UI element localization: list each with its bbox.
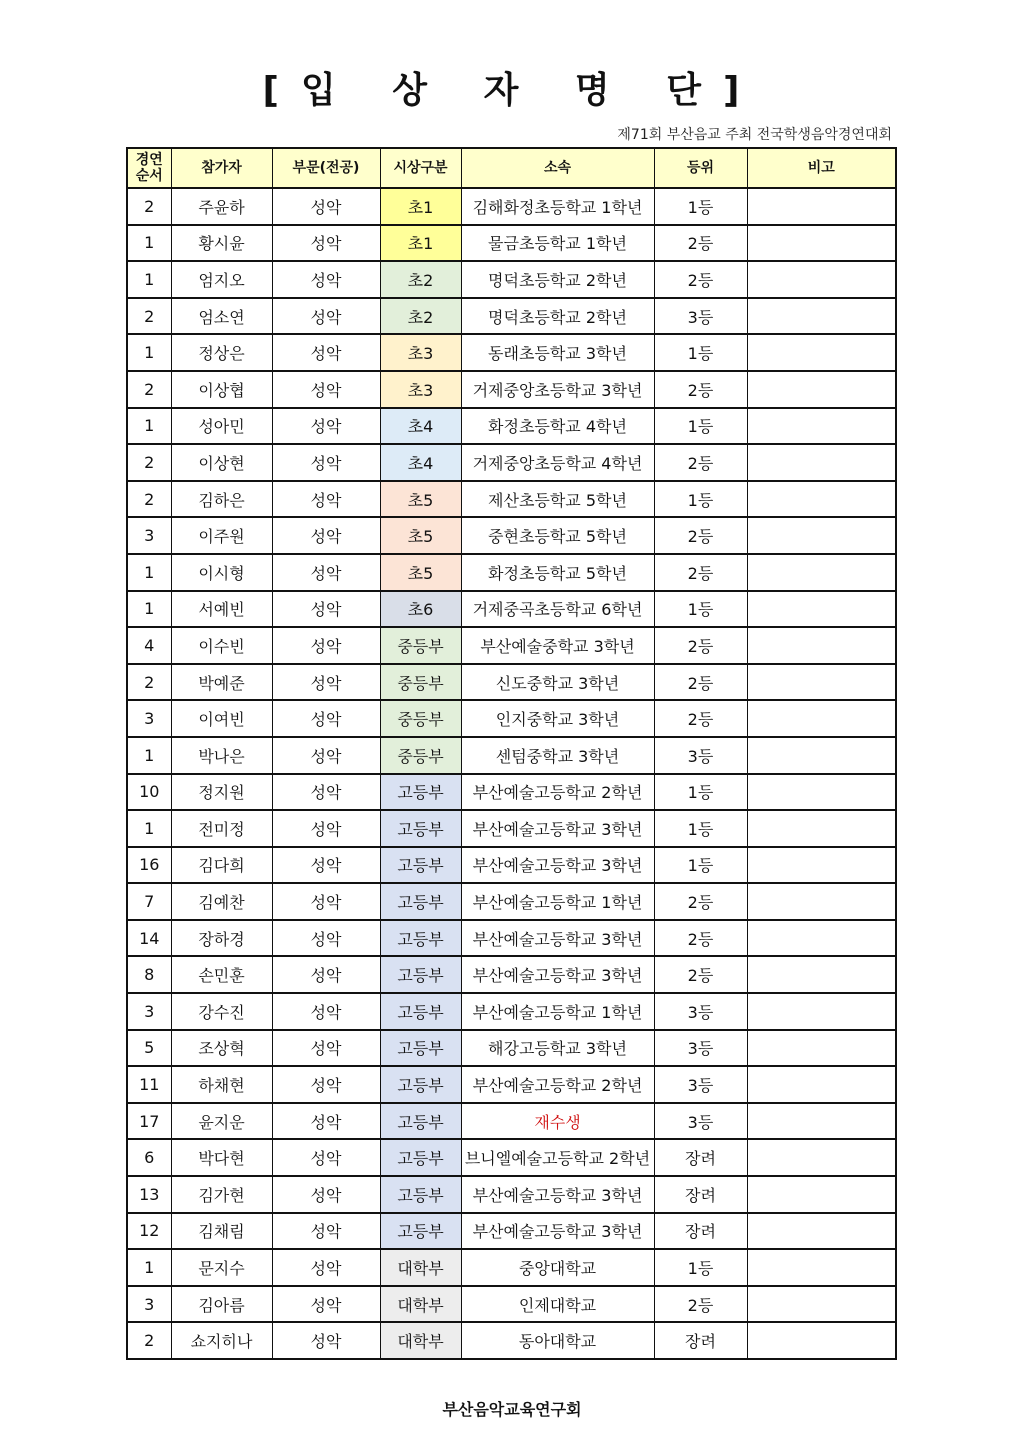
cell-note [747, 188, 896, 225]
cell-rank: 2등 [654, 627, 747, 664]
cell-major: 성악 [272, 481, 380, 518]
cell-order: 1 [127, 1249, 171, 1286]
cell-name: 엄지오 [171, 261, 272, 298]
cell-order: 2 [127, 664, 171, 701]
cell-major: 성악 [272, 444, 380, 481]
cell-name: 강수진 [171, 993, 272, 1030]
cell-order: 12 [127, 1213, 171, 1250]
cell-category: 중등부 [380, 627, 461, 664]
cell-note [747, 956, 896, 993]
cell-rank: 2등 [654, 261, 747, 298]
cell-school: 제산초등학교 5학년 [461, 481, 654, 518]
cell-category: 초5 [380, 517, 461, 554]
cell-rank: 2등 [654, 554, 747, 591]
header-order-line2: 순서 [135, 168, 163, 184]
cell-major: 성악 [272, 261, 380, 298]
cell-category: 고등부 [380, 1139, 461, 1176]
cell-category: 고등부 [380, 1066, 461, 1103]
cell-order: 1 [127, 408, 171, 445]
table-row [127, 920, 896, 957]
cell-school: 부산예술고등학교 1학년 [461, 883, 654, 920]
cell-school: 재수생 [461, 1103, 654, 1140]
cell-school: 신도중학교 3학년 [461, 664, 654, 701]
cell-major: 성악 [272, 1066, 380, 1103]
cell-note [747, 700, 896, 737]
cell-school: 명덕초등학교 2학년 [461, 298, 654, 335]
cell-name: 손민훈 [171, 956, 272, 993]
cell-category: 초5 [380, 554, 461, 591]
cell-category: 초1 [380, 188, 461, 225]
cell-note [747, 883, 896, 920]
cell-order: 1 [127, 737, 171, 774]
cell-rank: 2등 [654, 517, 747, 554]
cell-school: 인제대학교 [461, 1286, 654, 1323]
cell-school: 동아대학교 [461, 1322, 654, 1359]
cell-order: 2 [127, 1322, 171, 1359]
table-row [127, 883, 896, 920]
cell-major: 성악 [272, 1030, 380, 1067]
cell-name: 엄소연 [171, 298, 272, 335]
header-order-line1: 경연 [135, 152, 163, 168]
cell-note [747, 591, 896, 628]
cell-school: 거제중앙초등학교 3학년 [461, 371, 654, 408]
cell-name: 황시윤 [171, 225, 272, 262]
cell-rank: 1등 [654, 810, 747, 847]
table-row [127, 591, 896, 628]
cell-order: 2 [127, 371, 171, 408]
cell-major: 성악 [272, 883, 380, 920]
cell-major: 성악 [272, 1139, 380, 1176]
table-row [127, 956, 896, 993]
table-row [127, 554, 896, 591]
cell-note [747, 810, 896, 847]
cell-name: 김하은 [171, 481, 272, 518]
table-row [127, 774, 896, 811]
cell-school: 화정초등학교 5학년 [461, 554, 654, 591]
cell-rank: 1등 [654, 188, 747, 225]
cell-school: 브니엘예술고등학교 2학년 [461, 1139, 654, 1176]
cell-note [747, 1213, 896, 1250]
cell-major: 성악 [272, 371, 380, 408]
cell-school: 부산예술고등학교 3학년 [461, 920, 654, 957]
cell-category: 초4 [380, 408, 461, 445]
cell-note [747, 554, 896, 591]
table-row [127, 334, 896, 371]
cell-school: 부산예술고등학교 3학년 [461, 1213, 654, 1250]
cell-major: 성악 [272, 1249, 380, 1286]
cell-rank: 1등 [654, 334, 747, 371]
cell-note [747, 481, 896, 518]
cell-category: 고등부 [380, 883, 461, 920]
table-header-row [127, 148, 896, 188]
cell-category: 초2 [380, 298, 461, 335]
cell-category: 초1 [380, 225, 461, 262]
header-category: 시상구분 [380, 148, 461, 188]
cell-major: 성악 [272, 810, 380, 847]
cell-name: 이여빈 [171, 700, 272, 737]
cell-note [747, 1066, 896, 1103]
table-row [127, 261, 896, 298]
cell-name: 이상협 [171, 371, 272, 408]
cell-category: 초6 [380, 591, 461, 628]
cell-major: 성악 [272, 774, 380, 811]
table-row [127, 1213, 896, 1250]
table-row [127, 810, 896, 847]
table-row [127, 1176, 896, 1213]
cell-name: 장하경 [171, 920, 272, 957]
cell-rank: 장려 [654, 1176, 747, 1213]
cell-name: 이상현 [171, 444, 272, 481]
cell-major: 성악 [272, 627, 380, 664]
cell-name: 박예준 [171, 664, 272, 701]
cell-name: 김다희 [171, 847, 272, 884]
cell-category: 중등부 [380, 700, 461, 737]
cell-rank: 장려 [654, 1139, 747, 1176]
cell-order: 13 [127, 1176, 171, 1213]
cell-name: 김가현 [171, 1176, 272, 1213]
cell-category: 중등부 [380, 737, 461, 774]
cell-rank: 1등 [654, 481, 747, 518]
cell-category: 초3 [380, 334, 461, 371]
cell-school: 거제중앙초등학교 4학년 [461, 444, 654, 481]
cell-school: 부산예술고등학교 2학년 [461, 1066, 654, 1103]
cell-note [747, 1286, 896, 1323]
cell-order: 1 [127, 261, 171, 298]
cell-order: 1 [127, 554, 171, 591]
organizer-footer: 부산음악교육연구회 [442, 1400, 582, 1419]
cell-category: 초2 [380, 261, 461, 298]
cell-category: 고등부 [380, 847, 461, 884]
cell-school: 인지중학교 3학년 [461, 700, 654, 737]
cell-category: 고등부 [380, 920, 461, 957]
cell-order: 14 [127, 920, 171, 957]
cell-note [747, 627, 896, 664]
cell-rank: 3등 [654, 993, 747, 1030]
cell-school: 동래초등학교 3학년 [461, 334, 654, 371]
cell-name: 문지수 [171, 1249, 272, 1286]
cell-name: 쇼지히나 [171, 1322, 272, 1359]
table-row [127, 371, 896, 408]
table-row [127, 1322, 896, 1359]
cell-name: 정상은 [171, 334, 272, 371]
cell-rank: 2등 [654, 225, 747, 262]
cell-school: 중현초등학교 5학년 [461, 517, 654, 554]
cell-category: 고등부 [380, 774, 461, 811]
winners-table [126, 147, 897, 1360]
cell-name: 이수빈 [171, 627, 272, 664]
header-note: 비고 [747, 148, 896, 188]
cell-major: 성악 [272, 1322, 380, 1359]
cell-rank: 3등 [654, 1066, 747, 1103]
cell-name: 박나은 [171, 737, 272, 774]
cell-note [747, 1139, 896, 1176]
cell-note [747, 920, 896, 957]
cell-name: 조상혁 [171, 1030, 272, 1067]
cell-rank: 1등 [654, 591, 747, 628]
cell-note [747, 1030, 896, 1067]
cell-name: 성아민 [171, 408, 272, 445]
table-row [127, 993, 896, 1030]
cell-school: 부산예술고등학교 3학년 [461, 1176, 654, 1213]
cell-category: 초4 [380, 444, 461, 481]
cell-category: 대학부 [380, 1322, 461, 1359]
cell-name: 전미정 [171, 810, 272, 847]
cell-name: 박다현 [171, 1139, 272, 1176]
cell-name: 하채현 [171, 1066, 272, 1103]
cell-major: 성악 [272, 334, 380, 371]
cell-school: 부산예술고등학교 2학년 [461, 774, 654, 811]
cell-school: 명덕초등학교 2학년 [461, 261, 654, 298]
cell-school: 물금초등학교 1학년 [461, 225, 654, 262]
cell-school: 부산예술고등학교 1학년 [461, 993, 654, 1030]
cell-order: 11 [127, 1066, 171, 1103]
cell-major: 성악 [272, 554, 380, 591]
table-row [127, 408, 896, 445]
cell-rank: 3등 [654, 1103, 747, 1140]
header-rank: 등위 [654, 148, 747, 188]
cell-name: 김채림 [171, 1213, 272, 1250]
cell-major: 성악 [272, 956, 380, 993]
table-row [127, 188, 896, 225]
cell-note [747, 444, 896, 481]
cell-category: 고등부 [380, 956, 461, 993]
competition-subtitle: 제71회 부산음교 주최 전국학생음악경연대회 [617, 127, 892, 143]
cell-note [747, 737, 896, 774]
cell-order: 2 [127, 444, 171, 481]
cell-order: 1 [127, 591, 171, 628]
cell-school: 김해화정초등학교 1학년 [461, 188, 654, 225]
cell-category: 대학부 [380, 1286, 461, 1323]
cell-order: 7 [127, 883, 171, 920]
cell-note [747, 408, 896, 445]
cell-order: 3 [127, 700, 171, 737]
table-row [127, 1103, 896, 1140]
cell-rank: 1등 [654, 408, 747, 445]
cell-order: 6 [127, 1139, 171, 1176]
table-row [127, 481, 896, 518]
cell-category: 초3 [380, 371, 461, 408]
cell-note [747, 1103, 896, 1140]
cell-name: 정지원 [171, 774, 272, 811]
cell-category: 고등부 [380, 810, 461, 847]
cell-note [747, 517, 896, 554]
cell-rank: 1등 [654, 1249, 747, 1286]
cell-major: 성악 [272, 1213, 380, 1250]
table-row [127, 1249, 896, 1286]
table-row [127, 1030, 896, 1067]
cell-name: 이시형 [171, 554, 272, 591]
cell-category: 고등부 [380, 1030, 461, 1067]
cell-major: 성악 [272, 664, 380, 701]
cell-major: 성악 [272, 737, 380, 774]
cell-note [747, 1322, 896, 1359]
cell-name: 김예찬 [171, 883, 272, 920]
cell-note [747, 847, 896, 884]
cell-note [747, 993, 896, 1030]
cell-order: 16 [127, 847, 171, 884]
cell-school: 화정초등학교 4학년 [461, 408, 654, 445]
cell-major: 성악 [272, 1176, 380, 1213]
page-title: [입 상 자 명 단] [262, 70, 762, 111]
cell-note [747, 371, 896, 408]
cell-category: 대학부 [380, 1249, 461, 1286]
cell-order: 2 [127, 298, 171, 335]
cell-rank: 1등 [654, 847, 747, 884]
cell-major: 성악 [272, 225, 380, 262]
cell-name: 김아름 [171, 1286, 272, 1323]
table-row [127, 1286, 896, 1323]
cell-rank: 2등 [654, 700, 747, 737]
cell-order: 2 [127, 481, 171, 518]
cell-rank: 3등 [654, 737, 747, 774]
cell-rank: 3등 [654, 298, 747, 335]
cell-major: 성악 [272, 847, 380, 884]
cell-note [747, 664, 896, 701]
cell-note [747, 298, 896, 335]
cell-rank: 2등 [654, 920, 747, 957]
cell-major: 성악 [272, 1103, 380, 1140]
cell-order: 8 [127, 956, 171, 993]
table-row [127, 700, 896, 737]
cell-major: 성악 [272, 920, 380, 957]
cell-major: 성악 [272, 591, 380, 628]
cell-major: 성악 [272, 700, 380, 737]
table-row [127, 225, 896, 262]
cell-order: 3 [127, 993, 171, 1030]
cell-major: 성악 [272, 188, 380, 225]
cell-school: 부산예술고등학교 3학년 [461, 956, 654, 993]
cell-order: 17 [127, 1103, 171, 1140]
cell-rank: 2등 [654, 956, 747, 993]
cell-category: 고등부 [380, 1103, 461, 1140]
header-major: 부문(전공) [272, 148, 380, 188]
cell-rank: 장려 [654, 1213, 747, 1250]
cell-order: 3 [127, 1286, 171, 1323]
cell-note [747, 261, 896, 298]
cell-order: 4 [127, 627, 171, 664]
table-row [127, 737, 896, 774]
cell-name: 서예빈 [171, 591, 272, 628]
cell-school: 센텀중학교 3학년 [461, 737, 654, 774]
cell-school: 해강고등학교 3학년 [461, 1030, 654, 1067]
cell-rank: 2등 [654, 1286, 747, 1323]
cell-rank: 장려 [654, 1322, 747, 1359]
table-row [127, 627, 896, 664]
table-row [127, 298, 896, 335]
cell-note [747, 334, 896, 371]
header-order [127, 148, 171, 188]
cell-order: 10 [127, 774, 171, 811]
cell-major: 성악 [272, 993, 380, 1030]
table-row [127, 664, 896, 701]
table-row [127, 1139, 896, 1176]
cell-rank: 2등 [654, 883, 747, 920]
cell-category: 고등부 [380, 1213, 461, 1250]
cell-school: 부산예술고등학교 3학년 [461, 810, 654, 847]
cell-rank: 2등 [654, 444, 747, 481]
cell-category: 초5 [380, 481, 461, 518]
cell-major: 성악 [272, 408, 380, 445]
cell-order: 2 [127, 188, 171, 225]
cell-rank: 3등 [654, 1030, 747, 1067]
cell-rank: 2등 [654, 371, 747, 408]
cell-major: 성악 [272, 298, 380, 335]
cell-order: 1 [127, 225, 171, 262]
cell-category: 고등부 [380, 993, 461, 1030]
cell-order: 1 [127, 810, 171, 847]
cell-school: 부산예술중학교 3학년 [461, 627, 654, 664]
cell-school: 거제중곡초등학교 6학년 [461, 591, 654, 628]
cell-school: 중앙대학교 [461, 1249, 654, 1286]
cell-note [747, 1249, 896, 1286]
cell-order: 3 [127, 517, 171, 554]
cell-note [747, 774, 896, 811]
cell-note [747, 225, 896, 262]
cell-rank: 1등 [654, 774, 747, 811]
cell-order: 5 [127, 1030, 171, 1067]
cell-name: 주윤하 [171, 188, 272, 225]
cell-major: 성악 [272, 517, 380, 554]
cell-category: 중등부 [380, 664, 461, 701]
table-row [127, 517, 896, 554]
cell-order: 1 [127, 334, 171, 371]
header-participant: 참가자 [171, 148, 272, 188]
table-row [127, 1066, 896, 1103]
header-school: 소속 [461, 148, 654, 188]
cell-category: 고등부 [380, 1176, 461, 1213]
cell-note [747, 1176, 896, 1213]
cell-major: 성악 [272, 1286, 380, 1323]
cell-rank: 2등 [654, 664, 747, 701]
table-row [127, 847, 896, 884]
cell-name: 이주원 [171, 517, 272, 554]
table-row [127, 444, 896, 481]
cell-name: 윤지운 [171, 1103, 272, 1140]
cell-school: 부산예술고등학교 3학년 [461, 847, 654, 884]
